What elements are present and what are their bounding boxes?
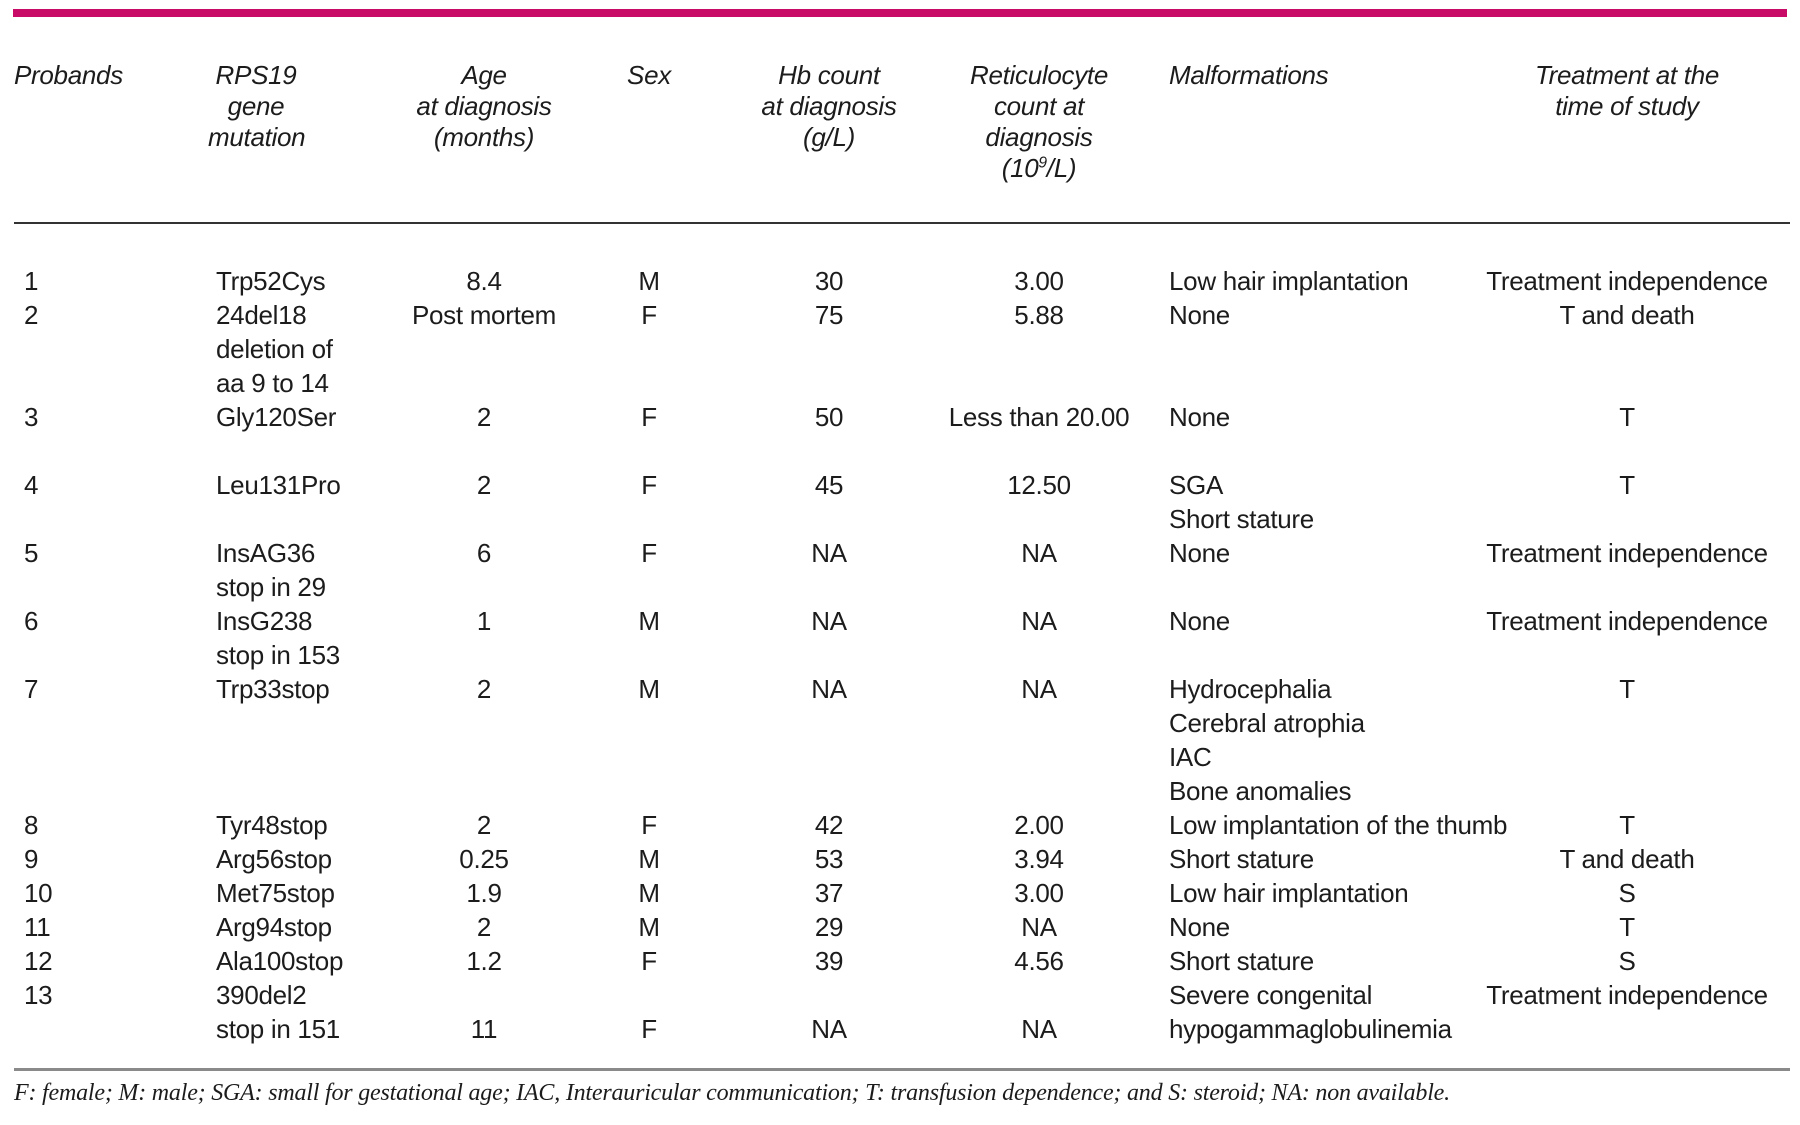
cell-proband-id: [14, 332, 204, 366]
cell-mutation: [204, 740, 384, 774]
cell-proband-id: 11: [24, 912, 51, 942]
cell-proband-id: [14, 740, 204, 774]
cell-malformations: None: [1169, 912, 1230, 942]
table-row: [14, 604, 1790, 638]
cell-sex: M: [638, 844, 660, 874]
cell-hb: 42: [814, 810, 844, 840]
cell-mutation: aa 9 to 14: [216, 368, 329, 398]
cell-hb: [714, 638, 944, 672]
cell-reticulocyte: 3.94: [1014, 844, 1064, 874]
cell-sex: [584, 570, 714, 604]
cell-treatment: [1464, 332, 1790, 366]
cell-age: 8.4: [466, 266, 502, 296]
cell-hb: NA: [811, 674, 847, 704]
cell-proband-id: 3: [24, 402, 39, 432]
cell-hb: 30: [814, 266, 844, 296]
cell-mutation: stop in 153: [216, 640, 340, 670]
cell-reticulocyte: 4.56: [1014, 946, 1064, 976]
cell-malformations: IAC: [1169, 742, 1212, 772]
cell-malformations: Short stature: [1169, 504, 1314, 534]
column-header-mutation: RPS19 gene mutation: [204, 50, 384, 223]
cell-sex: F: [641, 538, 657, 568]
column-header-probands: Probands: [14, 50, 204, 223]
table-row: [14, 876, 1790, 910]
cell-proband-id: 4: [24, 470, 39, 500]
cell-sex: M: [638, 878, 660, 908]
table-row: [14, 536, 1790, 570]
table-row: [14, 740, 1790, 774]
cell-age: 2: [476, 470, 492, 500]
cell-treatment: S: [1618, 946, 1636, 976]
cell-mutation: Trp52Cys: [216, 266, 326, 296]
cell-proband-id: 10: [24, 878, 53, 908]
cell-hb: [714, 740, 944, 774]
cell-treatment: Treatment independence: [1486, 980, 1768, 1010]
cell-proband-id: [14, 1012, 204, 1070]
cell-treatment: [1464, 638, 1790, 672]
cell-age: [384, 502, 584, 536]
cell-treatment: Treatment independence: [1486, 538, 1768, 568]
column-header-hb: Hb count at diagnosis (g/L): [714, 50, 944, 223]
cell-hb: [714, 570, 944, 604]
cell-sex: M: [638, 674, 660, 704]
cell-hb: 29: [814, 912, 844, 942]
probands-table-wrap: [14, 50, 1790, 1071]
cell-reticulocyte: 5.88: [1014, 300, 1064, 330]
cell-treatment: T and death: [1559, 300, 1695, 330]
cell-treatment: S: [1618, 878, 1636, 908]
cell-sex: F: [641, 1014, 657, 1044]
table-row: [14, 944, 1790, 978]
cell-sex: M: [638, 266, 660, 296]
cell-age: [384, 774, 584, 808]
cell-treatment: T: [1619, 912, 1635, 942]
column-header-treatment: Treatment at the time of study: [1464, 50, 1790, 223]
cell-age: [384, 332, 584, 366]
cell-hb: NA: [811, 538, 847, 568]
cell-malformations: Severe congenital: [1169, 980, 1373, 1010]
cell-malformations: [1134, 332, 1464, 366]
cell-sex: [584, 774, 714, 808]
cell-mutation: Tyr48stop: [216, 810, 328, 840]
cell-age: 2: [476, 912, 492, 942]
table-row: [14, 1012, 1790, 1070]
cell-treatment: [1464, 570, 1790, 604]
cell-hb: 39: [814, 946, 844, 976]
table-row: [14, 468, 1790, 502]
cell-mutation: InsG238: [216, 606, 313, 636]
table-row: [14, 223, 1790, 298]
cell-reticulocyte: [944, 332, 1134, 366]
cell-malformations: None: [1169, 402, 1230, 432]
cell-treatment: [1464, 774, 1790, 808]
cell-age: 2: [476, 810, 492, 840]
cell-age: Post mortem: [411, 300, 557, 330]
cell-reticulocyte: 12.50: [1007, 470, 1071, 500]
column-header-sex: Sex: [584, 50, 714, 223]
cell-malformations: hypogammaglobulinemia: [1169, 1014, 1452, 1044]
cell-mutation: stop in 151: [216, 1014, 340, 1044]
cell-age: 1: [476, 606, 492, 636]
cell-reticulocyte: [944, 774, 1134, 808]
table-row: [14, 570, 1790, 604]
cell-age: 2: [476, 674, 492, 704]
table-row: [14, 672, 1790, 706]
cell-mutation: Ala100stop: [216, 946, 344, 976]
cell-sex: [584, 978, 714, 1012]
cell-reticulocyte: [944, 570, 1134, 604]
cell-hb: [714, 706, 944, 740]
cell-proband-id: 2: [24, 300, 39, 330]
cell-proband-id: 1: [24, 266, 39, 296]
cell-sex: [584, 502, 714, 536]
cell-malformations: Cerebral atrophia: [1169, 708, 1365, 738]
cell-proband-id: [14, 638, 204, 672]
table-row: [14, 842, 1790, 876]
cell-malformations: Hydrocephalia: [1169, 674, 1332, 704]
cell-sex: M: [638, 912, 660, 942]
cell-treatment: T: [1619, 402, 1635, 432]
table-row: [14, 774, 1790, 808]
cell-reticulocyte: [944, 978, 1134, 1012]
cell-reticulocyte: NA: [1021, 674, 1057, 704]
cell-malformations: Low hair implantation: [1169, 266, 1409, 296]
cell-mutation: Arg56stop: [216, 844, 332, 874]
cell-sex: F: [641, 402, 657, 432]
cell-treatment: Treatment independence: [1486, 606, 1768, 636]
cell-mutation: 24del18: [216, 300, 307, 330]
cell-malformations: None: [1169, 606, 1230, 636]
cell-mutation: Gly120Ser: [216, 402, 337, 432]
cell-treatment: [1464, 740, 1790, 774]
cell-age: [384, 570, 584, 604]
cell-reticulocyte: [944, 366, 1134, 400]
cell-sex: F: [641, 810, 657, 840]
cell-malformations: [1134, 366, 1464, 400]
cell-malformations: Short stature: [1169, 946, 1314, 976]
cell-sex: F: [641, 300, 657, 330]
cell-treatment: T: [1619, 674, 1635, 704]
header-row: [14, 50, 1790, 223]
cell-mutation: InsAG36: [216, 538, 316, 568]
cell-malformations: Bone anomalies: [1169, 776, 1352, 806]
cell-reticulocyte: [944, 706, 1134, 740]
cell-malformations: Short stature: [1169, 844, 1314, 874]
cell-reticulocyte: 3.00: [1014, 878, 1064, 908]
table-row: [14, 502, 1790, 536]
cell-age: 6: [476, 538, 492, 568]
cell-age: [384, 706, 584, 740]
footnote: F: female; M: male; SGA: small for gestational age; IAC, Interauricular communication; T: transfusion dependence; and S: steroid; NA: non available.: [14, 1080, 1450, 1106]
cell-treatment: Treatment independence: [1486, 266, 1768, 296]
cell-reticulocyte: 3.00: [1014, 266, 1064, 296]
spacer-cell: [14, 434, 1790, 468]
cell-hb: NA: [811, 606, 847, 636]
cell-age: 1.2: [466, 946, 502, 976]
cell-malformations: Low hair implantation: [1169, 878, 1409, 908]
cell-proband-id: [14, 570, 204, 604]
cell-mutation: Met75stop: [216, 878, 335, 908]
cell-age: [384, 978, 584, 1012]
table-row: [14, 910, 1790, 944]
cell-hb: [714, 978, 944, 1012]
reticulocyte-unit: $(10^9/L)$: [1001, 153, 1077, 183]
table-body: [14, 223, 1790, 1070]
table-row: [14, 332, 1790, 366]
accent-bar: [13, 9, 1787, 17]
cell-treatment: [1464, 706, 1790, 740]
cell-hb: [714, 332, 944, 366]
cell-mutation: [204, 502, 384, 536]
cell-age: 2: [476, 402, 492, 432]
table-row: [14, 978, 1790, 1012]
cell-malformations: None: [1169, 300, 1230, 330]
cell-age: [384, 366, 584, 400]
cell-reticulocyte: 2.00: [1014, 810, 1064, 840]
cell-mutation: Trp33stop: [216, 674, 330, 704]
cell-reticulocyte: Less than 20.00: [948, 402, 1130, 432]
cell-hb: [714, 366, 944, 400]
cell-age: 11: [470, 1014, 498, 1044]
cell-hb: 37: [814, 878, 844, 908]
cell-malformations: [1134, 638, 1464, 672]
table-row: [14, 400, 1790, 434]
cell-age: [384, 638, 584, 672]
cell-proband-id: [14, 774, 204, 808]
cell-proband-id: 5: [24, 538, 39, 568]
cell-reticulocyte: NA: [1021, 912, 1057, 942]
cell-sex: [584, 706, 714, 740]
cell-hb: 45: [814, 470, 844, 500]
probands-table: [14, 50, 1790, 1071]
cell-malformations: SGA: [1169, 470, 1224, 500]
cell-proband-id: [14, 366, 204, 400]
cell-mutation: stop in 29: [216, 572, 326, 602]
cell-proband-id: 7: [24, 674, 39, 704]
cell-age: 0.25: [459, 844, 509, 874]
cell-malformations: Low implantation of the thumb: [1169, 810, 1508, 840]
cell-hb: 50: [814, 402, 844, 432]
cell-proband-id: [14, 502, 204, 536]
cell-mutation: [204, 774, 384, 808]
cell-sex: [584, 638, 714, 672]
table-row: [14, 366, 1790, 400]
table-row: [14, 638, 1790, 672]
cell-proband-id: 6: [24, 606, 39, 636]
cell-treatment: T and death: [1559, 844, 1695, 874]
cell-age: 1.9: [466, 878, 502, 908]
cell-sex: M: [638, 606, 660, 636]
cell-sex: [584, 740, 714, 774]
cell-treatment: [1464, 1012, 1790, 1070]
cell-treatment: [1464, 502, 1790, 536]
cell-treatment: T: [1619, 810, 1635, 840]
cell-proband-id: 9: [24, 844, 39, 874]
cell-hb: [714, 774, 944, 808]
column-header-reticulocyte: Reticulocyte count at diagnosis $(10^9/L)$: [944, 50, 1134, 223]
cell-sex: F: [641, 470, 657, 500]
cell-hb: 53: [814, 844, 844, 874]
cell-sex: [584, 332, 714, 366]
cell-mutation: 390del2: [216, 980, 307, 1010]
column-header-malformations: Malformations: [1134, 50, 1464, 223]
table-row: [14, 298, 1790, 332]
cell-reticulocyte: [944, 502, 1134, 536]
cell-mutation: Arg94stop: [216, 912, 332, 942]
cell-treatment: T: [1619, 470, 1635, 500]
cell-reticulocyte: [944, 638, 1134, 672]
table-row: [14, 808, 1790, 842]
cell-malformations: [1134, 570, 1464, 604]
cell-mutation: Leu131Pro: [216, 470, 341, 500]
cell-reticulocyte: NA: [1021, 606, 1057, 636]
cell-proband-id: 8: [24, 810, 39, 840]
cell-treatment: [1464, 366, 1790, 400]
cell-proband-id: 13: [24, 980, 53, 1010]
cell-hb: 75: [814, 300, 844, 330]
cell-sex: F: [641, 946, 657, 976]
cell-age: [384, 740, 584, 774]
cell-proband-id: 12: [24, 946, 53, 976]
cell-reticulocyte: NA: [1021, 538, 1057, 568]
cell-mutation: deletion of: [216, 334, 333, 364]
cell-hb: [714, 502, 944, 536]
cell-mutation: [204, 706, 384, 740]
table-row: [14, 706, 1790, 740]
spacer-row: [14, 434, 1790, 468]
cell-reticulocyte: NA: [1021, 1014, 1057, 1044]
cell-reticulocyte: [944, 740, 1134, 774]
cell-malformations: None: [1169, 538, 1230, 568]
cell-sex: [584, 366, 714, 400]
column-header-age: Age at diagnosis (months): [384, 50, 584, 223]
cell-hb: NA: [811, 1014, 847, 1044]
cell-proband-id: [14, 706, 204, 740]
